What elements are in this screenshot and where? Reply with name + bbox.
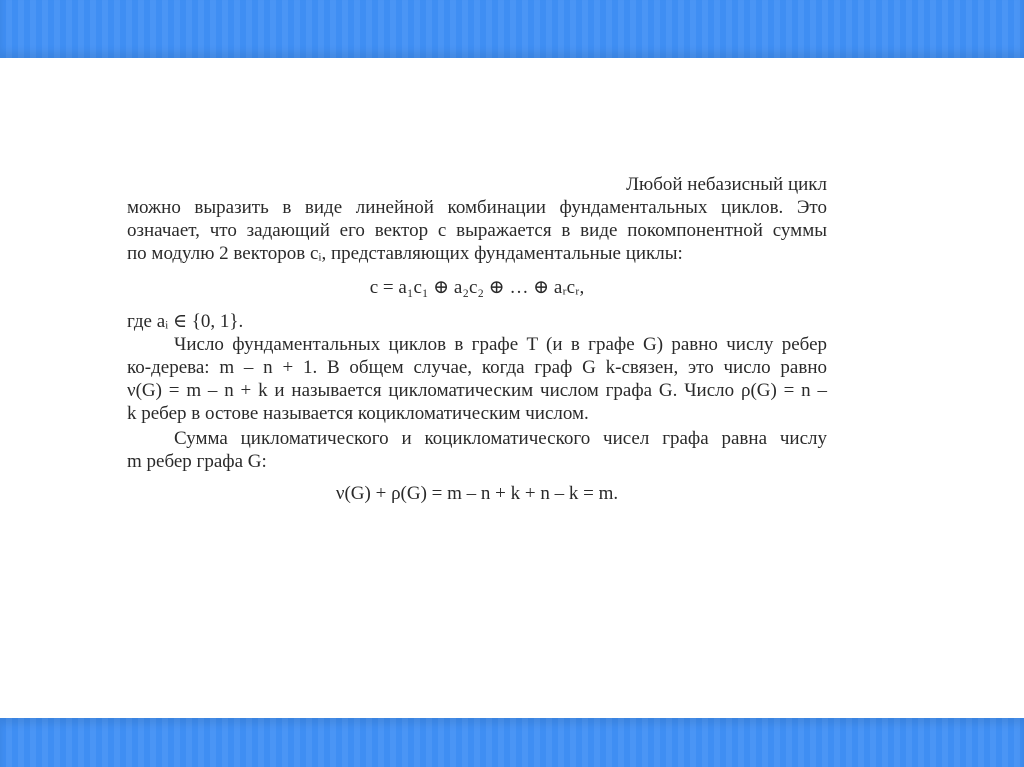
paragraph-1-line-2: можно выразить в виде линейной комбинации фундаментальных циклов. Это xyxy=(127,197,827,218)
paragraph-1-line-3: означает, что задающий его вектор с выражается в виде покомпонентной суммы xyxy=(127,220,827,241)
paragraph-2-line-1: Число фундаментальных циклов в графе T (и в графе G) равно числу ребер xyxy=(174,334,827,355)
bottom-decorative-band xyxy=(0,718,1024,767)
formula-linear-combination: c = a₁c₁ ⊕ a₂c₂ ⊕ … ⊕ aᵣcᵣ, xyxy=(369,277,585,298)
paragraph-3-line-1: Сумма цикломатического и коцикломатического чисел графа равна числу xyxy=(174,428,827,449)
paragraph-1-line-1: Любой небазисный цикл xyxy=(626,174,827,195)
where-line: где aᵢ ∈ {0, 1}. xyxy=(127,311,244,332)
formula-cyclomatic-sum: ν(G) + ρ(G) = m – n + k + n – k = m. xyxy=(335,483,619,504)
paragraph-2-line-3: ν(G) = m – n + k и называется цикломатическим числом графа G. Число ρ(G) = n – xyxy=(127,380,827,401)
paragraph-3-line-2: m ребер графа G: xyxy=(127,451,267,472)
paragraph-1-line-4: по модулю 2 векторов cᵢ, представляющих фундаментальные циклы: xyxy=(127,243,683,264)
paragraph-2-line-4: k ребер в остове называется коцикломатическим числом. xyxy=(127,403,589,424)
top-decorative-band xyxy=(0,0,1024,58)
paragraph-2-line-2: ко-дерева: m – n + 1. В общем случае, когда граф G k-связен, это число равно xyxy=(127,357,827,378)
